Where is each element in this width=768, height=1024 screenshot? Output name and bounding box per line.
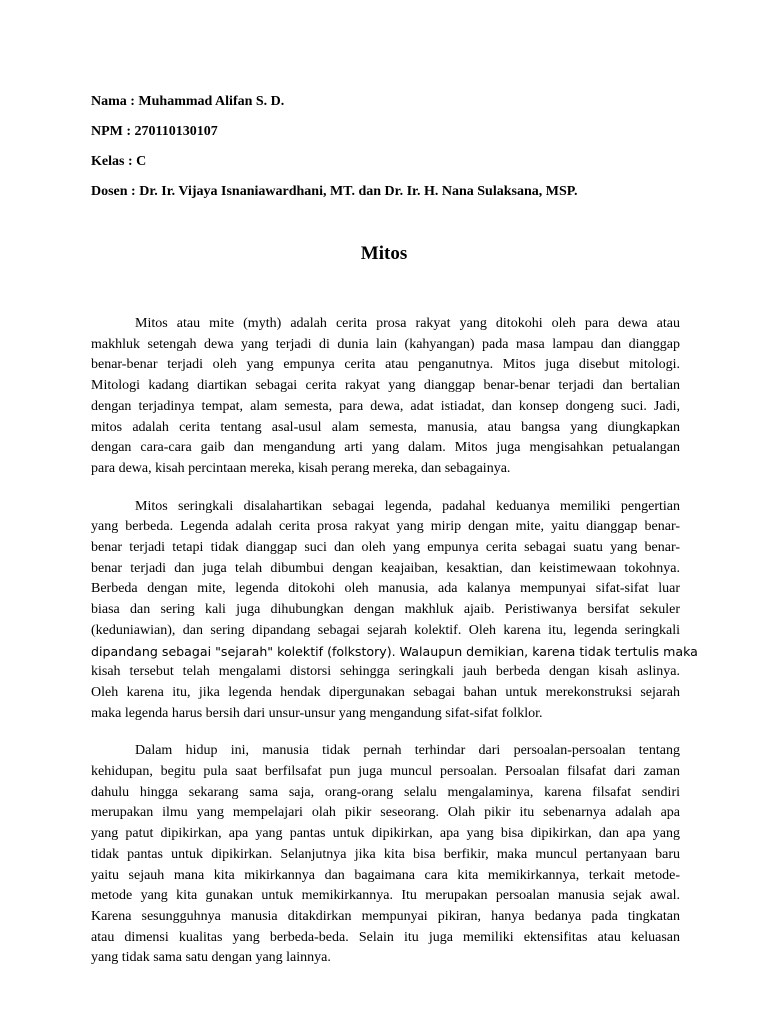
- paragraph-line: dipandang sebagai "sejarah" kolektif (folkstory). Walaupun demikian, karena tidak tertulis maka: [91, 643, 698, 659]
- paragraph-line: benar terjadi tetapi tidak dianggap suci dan oleh yang empunya cerita sebagai suatu yang benar-: [91, 540, 680, 556]
- paragraph-line: Karena sesungguhnya manusia ditakdirkan mempunyai pikiran, hanya bedanya pada tingkatan: [91, 908, 680, 924]
- name-line: Nama : Muhammad Alifan S. D.: [91, 94, 285, 109]
- paragraph-line: dahulu hingga sekarang sama saja, orang-orang selalu mengalaminya, karena filsafat sendiri: [91, 784, 680, 800]
- paragraph-line: Mitologi kadang diartikan sebagai cerita rakyat yang dianggap benar-benar terjadi dan bertalian: [91, 378, 680, 394]
- paragraph-2: [91, 497, 698, 725]
- paragraph-line: Mitos seringkali disalahartikan sebagai legenda, padahal keduanya memiliki pengertian: [135, 498, 680, 514]
- paragraph-1: [91, 314, 680, 480]
- paragraph-line: benar-benar terjadi oleh yang empunya cerita atau penganutnya. Mitos juga disebut mitologi.: [91, 357, 680, 373]
- paragraph-line: para dewa, kisah percintaan mereka, kisah perang mereka, dan sebagainya.: [91, 460, 511, 476]
- paragraph-line: yang patut dipikirkan, apa yang pantas untuk dipikirkan, apa yang bisa dipikirkan, dan apa yang: [91, 826, 680, 842]
- document-body: [91, 314, 698, 986]
- paragraph-line: mitos adalah cerita tentang asal-usul alam semesta, manusia, atau bangsa yang diungkapkan: [91, 419, 680, 435]
- paragraph-line: yang tidak sama satu dengan yang lainnya.: [91, 950, 331, 966]
- paragraph-line: (keduniawian), dan sering dipandang sebagai sejarah kolektif. Oleh karena itu, legenda seringkali: [91, 622, 680, 638]
- paragraph-line: Dalam hidup ini, manusia tidak pernah terhindar dari persoalan-persoalan tentang: [135, 743, 680, 759]
- paragraph-line: biasa dan sering kali juga dihubungkan dengan makhluk ajaib. Peristiwanya bersifat sekuler: [91, 602, 680, 618]
- paragraph-line: dengan terjadinya tempat, alam semesta, para dewa, adat istiadat, dan konsep dongeng suci. Jadi,: [91, 398, 680, 414]
- paragraph-line: metode yang kita gunakan untuk memikirkannya. Itu merupakan persoalan manusia sejak awal.: [91, 888, 680, 904]
- paragraph-line: tidak pantas untuk dipikirkan. Selanjutnya jika kita bisa berfikir, maka muncul pertanyaan baru: [91, 846, 680, 862]
- paragraph-line: merupakan ilmu yang mempelajari olah pikir seseorang. Olah pikir itu sebenarnya adalah apa: [91, 805, 680, 821]
- paragraph-line: dengan cara-cara gaib dan mengandung arti yang dalam. Mitos juga mengisahkan petualangan: [91, 440, 680, 456]
- paragraph-line: yang berbeda. Legenda adalah cerita prosa rakyat yang mirip dengan mite, yaitu dianggap benar-: [91, 519, 680, 535]
- paragraph-line: kisah tersebut telah mengalami distorsi sehingga seringkali jauh berbeda dengan kisah aslinya.: [91, 664, 680, 680]
- lecturer-line: Dosen : Dr. Ir. Vijaya Isnaniawardhani, MT. dan Dr. Ir. H. Nana Sulaksana, MSP.: [91, 184, 578, 199]
- paragraph-line: kehidupan, begitu pula saat berfilsafat pun juga muncul persoalan. Persoalan filsafat dari zaman: [91, 764, 680, 780]
- student-info-header: [91, 90, 691, 210]
- paragraph-line: maka legenda harus bersih dari unsur-unsur yang mengandung sifat-sifat folklor.: [91, 705, 543, 721]
- paragraph-line: makhluk setengah dewa yang terjadi di dunia lain (kahyangan) pada masa lampau dan dianggap: [91, 336, 680, 352]
- npm-line: NPM : 270110130107: [91, 124, 218, 139]
- paragraph-line: atau dimensi kualitas yang berbeda-beda. Selain itu juga memiliki ektensifitas atau keluasan: [91, 929, 680, 945]
- document-title: Mitos: [360, 243, 408, 264]
- paragraph-line: yaitu sejauh mana kita mikirkannya dan bagaimana cara kita memikirkannya, terkait metode-: [91, 867, 680, 883]
- paragraph-line: Oleh karena itu, jika legenda hendak dipergunakan sebagai bahan untuk merekonstruksi sejarah: [91, 684, 680, 700]
- paragraph-line: Berbeda dengan mite, legenda ditokohi oleh manusia, ada kalanya mempunyai sifat-sifat luar: [91, 581, 680, 597]
- paragraph-line: Mitos atau mite (myth) adalah cerita prosa rakyat yang ditokohi oleh para dewa atau: [135, 316, 680, 331]
- paragraph-3: [91, 741, 680, 969]
- paragraph-line: benar terjadi dan juga telah dibumbui dengan keajaiban, kesaktian, dan keistimewaan tokohnya.: [91, 560, 680, 576]
- class-line: Kelas : C: [91, 154, 147, 169]
